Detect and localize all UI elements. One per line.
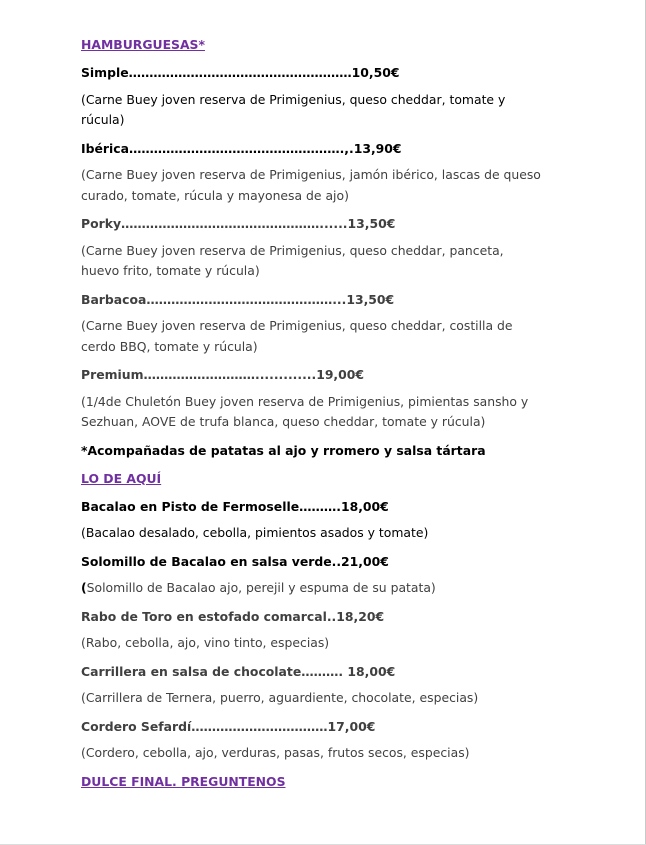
dish-title-rabo-toro: Rabo de Toro en estofado comarcal..18,20€ <box>81 608 385 624</box>
dish-desc-line: cerdo BBQ, tomate y rúcula) <box>81 338 258 354</box>
desc-text: Solomillo de Bacalao ajo, perejil y espuma de su patata) <box>86 580 436 595</box>
dish-desc-line: (Carne Buey joven reserva de Primigenius, queso cheddar, costilla de <box>81 318 513 333</box>
dish-desc-cordero: (Cordero, cebolla, ajo, verduras, pasas, frutos secos, especias) <box>81 745 470 760</box>
dish-title-simple: Simple………………………………………………10,50€ <box>81 65 400 80</box>
dish-title-cordero: Cordero Sefardí……………………………17,00€ <box>81 718 376 734</box>
dish-title-carrillera: Carrillera en salsa de chocolate………. 18,00€ <box>81 663 396 679</box>
dish-desc-line: rúcula) <box>81 112 125 127</box>
dish-desc-line: curado, tomate, rúcula y mayonesa de ajo) <box>81 187 349 203</box>
side-dish-note: *Acompañadas de patatas al ajo y rromero y salsa tártara <box>81 442 486 458</box>
heading-lo-de-aqui[interactable]: LO DE AQUÍ <box>81 470 162 486</box>
dish-desc-porky <box>81 241 581 282</box>
dish-title-solomillo-bacalao: Solomillo de Bacalao en salsa verde..21,00€ <box>81 553 389 569</box>
dish-desc-premium <box>81 392 581 433</box>
dish-desc-carrillera: (Carrillera de Ternera, puerro, aguardiente, chocolate, especias) <box>81 690 479 705</box>
heading-dulce-final[interactable]: DULCE FINAL. PREGUNTENOS <box>81 773 286 789</box>
dish-desc-line: Sezhuan, AOVE de trufa blanca, queso cheddar, tomate y rúcula) <box>81 414 486 429</box>
dish-desc-iberica <box>81 165 581 206</box>
heading-hamburguesas[interactable]: HAMBURGUESAS* <box>81 37 205 52</box>
dish-title-iberica: Ibérica…………………………………………….,.13,90€ <box>81 140 402 156</box>
dish-desc-simple <box>81 90 581 131</box>
dish-title-bacalao-pisto: Bacalao en Pisto de Fermoselle……….18,00€ <box>81 498 389 514</box>
dish-desc-bacalao-pisto: (Bacalao desalado, cebolla, pimientos asados y tomate) <box>81 525 429 540</box>
dish-desc-line: (1/4de Chuletón Buey joven reserva de Primigenius, pimientas sansho y <box>81 393 529 409</box>
menu-document <box>81 34 581 799</box>
dish-desc-barbacoa <box>81 316 581 357</box>
dish-title-barbacoa: Barbacoa………………………………………...13,50€ <box>81 291 395 307</box>
desc-open-paren: ( <box>81 580 87 595</box>
dish-desc-line: (Carne Buey joven reserva de Primigenius, queso cheddar, tomate y <box>81 91 506 107</box>
dish-desc-rabo-toro: (Rabo, cebolla, ajo, vino tinto, especias) <box>81 635 330 650</box>
dish-title-porky: Porky…………………………………………......13,50€ <box>81 216 396 231</box>
dish-desc-line: (Carne Buey joven reserva de Primigenius, queso cheddar, panceta, <box>81 242 504 258</box>
dish-desc-solomillo-bacalao <box>81 578 581 599</box>
dish-desc-line: huevo frito, tomate y rúcula) <box>81 263 260 278</box>
dish-title-premium: Premium……………………….............19,00€ <box>81 367 365 382</box>
dish-desc-line: (Carne Buey joven reserva de Primigenius, jamón ibérico, lascas de queso <box>81 167 541 182</box>
